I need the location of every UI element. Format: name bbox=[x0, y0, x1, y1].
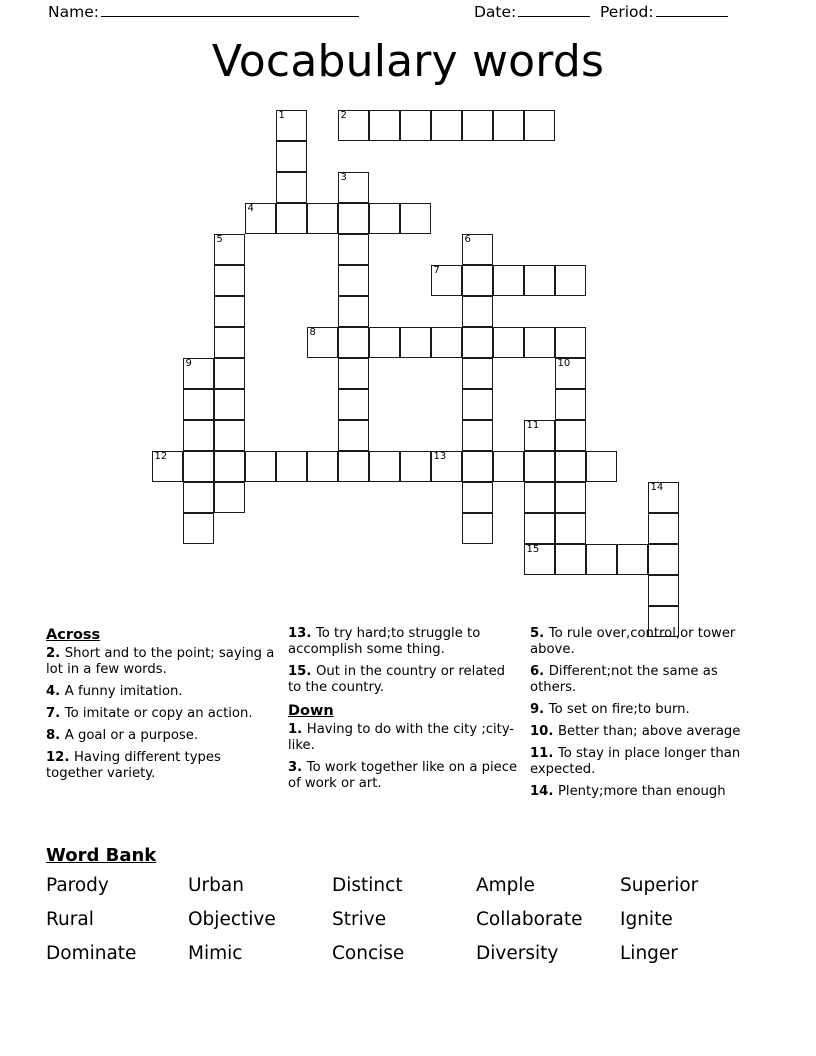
crossword-cell[interactable] bbox=[555, 327, 586, 358]
clue-text: A goal or a purpose. bbox=[64, 728, 199, 743]
crossword-cell[interactable] bbox=[648, 544, 679, 575]
word-bank bbox=[46, 845, 776, 968]
page-title: Vocabulary words bbox=[211, 36, 605, 87]
crossword-cell[interactable] bbox=[214, 482, 245, 513]
clue-text: Better than; above average bbox=[557, 724, 741, 739]
clue-column-1 bbox=[46, 626, 278, 788]
clue-number: 1. bbox=[288, 722, 307, 737]
crossword-cell[interactable] bbox=[524, 327, 555, 358]
clue-text: Out in the country or related to the country. bbox=[288, 664, 506, 695]
crossword-cell[interactable] bbox=[338, 203, 369, 234]
crossword-cell[interactable] bbox=[555, 420, 586, 451]
crossword-cell[interactable] bbox=[648, 482, 679, 513]
crossword-cell-number: 15 bbox=[526, 544, 540, 555]
crossword-cell[interactable] bbox=[431, 451, 462, 482]
worksheet-header bbox=[0, 0, 816, 26]
crossword-cell[interactable] bbox=[462, 389, 493, 420]
clue-text: To work together like on a piece of work or art. bbox=[288, 760, 518, 791]
word-bank-word: Objective bbox=[188, 909, 276, 930]
clue-number: 14. bbox=[530, 784, 558, 799]
crossword-cell[interactable] bbox=[493, 110, 524, 141]
crossword-cell[interactable] bbox=[338, 451, 369, 482]
period-label: Period: bbox=[600, 3, 654, 21]
clue-item bbox=[46, 750, 278, 782]
crossword-cell[interactable] bbox=[555, 513, 586, 544]
crossword-cell-number: 13 bbox=[433, 451, 447, 462]
crossword-cell[interactable] bbox=[276, 451, 307, 482]
crossword-cell[interactable] bbox=[431, 110, 462, 141]
crossword-cell[interactable] bbox=[183, 389, 214, 420]
clue-text: A funny imitation. bbox=[64, 684, 183, 699]
crossword-cell[interactable] bbox=[338, 327, 369, 358]
clue-text: To stay in place longer than expected. bbox=[530, 746, 741, 777]
period-field-group bbox=[600, 1, 730, 21]
crossword-cell[interactable] bbox=[276, 110, 307, 141]
word-bank-word: Linger bbox=[620, 943, 678, 964]
clue-item bbox=[530, 664, 766, 696]
crossword-cell[interactable] bbox=[400, 327, 431, 358]
clue-item bbox=[46, 646, 278, 678]
crossword-cell[interactable] bbox=[462, 110, 493, 141]
crossword-cell[interactable] bbox=[214, 451, 245, 482]
crossword-cell[interactable] bbox=[338, 172, 369, 203]
crossword-cell-number: 8 bbox=[309, 327, 316, 338]
crossword-cell-number: 3 bbox=[340, 172, 347, 183]
crossword-cell[interactable] bbox=[493, 327, 524, 358]
crossword-cell-number: 4 bbox=[247, 203, 254, 214]
crossword-cell-number: 5 bbox=[216, 234, 223, 245]
crossword-cell[interactable] bbox=[214, 358, 245, 389]
crossword-cell[interactable] bbox=[214, 327, 245, 358]
down-heading: Down bbox=[288, 703, 334, 719]
word-bank-word: Strive bbox=[332, 909, 387, 930]
crossword-cell[interactable] bbox=[431, 265, 462, 296]
crossword-cell-number: 9 bbox=[185, 358, 192, 369]
name-field-group bbox=[48, 1, 361, 21]
clue-number: 8. bbox=[46, 728, 65, 743]
clue-text: Plenty;more than enough bbox=[557, 784, 726, 799]
crossword-cell[interactable] bbox=[183, 482, 214, 513]
clue-number: 6. bbox=[530, 664, 549, 679]
crossword-cell[interactable] bbox=[338, 389, 369, 420]
crossword-cell[interactable] bbox=[307, 203, 338, 234]
word-bank-word: Dominate bbox=[46, 943, 137, 964]
crossword-cell[interactable] bbox=[400, 110, 431, 141]
crossword-cell[interactable] bbox=[524, 482, 555, 513]
crossword-cell[interactable] bbox=[307, 451, 338, 482]
word-bank-word: Distinct bbox=[332, 875, 403, 896]
crossword-cell[interactable] bbox=[462, 234, 493, 265]
period-input-line[interactable] bbox=[656, 1, 728, 17]
word-bank-word: Mimic bbox=[188, 943, 243, 964]
crossword-cell[interactable] bbox=[183, 513, 214, 544]
crossword-cell[interactable] bbox=[307, 327, 338, 358]
crossword-cell[interactable] bbox=[462, 451, 493, 482]
date-input-line[interactable] bbox=[518, 1, 590, 17]
crossword-cell[interactable] bbox=[214, 389, 245, 420]
crossword-cell[interactable] bbox=[431, 327, 462, 358]
date-label: Date: bbox=[474, 3, 517, 21]
crossword-cell[interactable] bbox=[462, 296, 493, 327]
crossword-cell[interactable] bbox=[338, 265, 369, 296]
clue-item bbox=[530, 702, 766, 718]
crossword-cell[interactable] bbox=[524, 451, 555, 482]
word-bank-word: Rural bbox=[46, 909, 94, 930]
crossword-cell[interactable] bbox=[400, 203, 431, 234]
clue-column-2 bbox=[288, 626, 520, 798]
crossword-cell[interactable] bbox=[648, 513, 679, 544]
word-bank-word: Parody bbox=[46, 875, 109, 896]
crossword-cell[interactable] bbox=[276, 141, 307, 172]
crossword-cell-number: 7 bbox=[433, 265, 440, 276]
clue-item bbox=[288, 722, 520, 754]
crossword-cell[interactable] bbox=[369, 451, 400, 482]
crossword-cell[interactable] bbox=[617, 544, 648, 575]
clue-text: Having to do with the city ;city-like. bbox=[288, 722, 515, 753]
clue-column-3 bbox=[530, 626, 766, 806]
crossword-cell[interactable] bbox=[152, 451, 183, 482]
crossword-cell[interactable] bbox=[214, 265, 245, 296]
clue-item bbox=[46, 684, 278, 700]
crossword-cell[interactable] bbox=[524, 420, 555, 451]
crossword-cell[interactable] bbox=[493, 265, 524, 296]
clue-number: 7. bbox=[46, 706, 65, 721]
clue-item bbox=[530, 724, 766, 740]
crossword-cell[interactable] bbox=[555, 389, 586, 420]
crossword-cell[interactable] bbox=[338, 296, 369, 327]
crossword-cell[interactable] bbox=[555, 482, 586, 513]
clue-text: To rule over,control,or tower above. bbox=[530, 626, 736, 657]
date-field-group bbox=[474, 1, 592, 21]
crossword-cell[interactable] bbox=[524, 110, 555, 141]
clues-section bbox=[0, 626, 816, 826]
crossword-cell[interactable] bbox=[338, 358, 369, 389]
name-label: Name: bbox=[48, 3, 99, 21]
clue-item bbox=[530, 746, 766, 778]
word-bank-word: Superior bbox=[620, 875, 699, 896]
crossword-cell[interactable] bbox=[493, 451, 524, 482]
crossword-cell[interactable] bbox=[400, 451, 431, 482]
clue-item bbox=[530, 784, 766, 800]
clue-item bbox=[46, 706, 278, 722]
word-bank-word: Collaborate bbox=[476, 909, 583, 930]
clue-text: Different;not the same as others. bbox=[530, 664, 718, 695]
crossword-cell[interactable] bbox=[214, 296, 245, 327]
crossword-cell[interactable] bbox=[524, 513, 555, 544]
crossword-cell[interactable] bbox=[555, 451, 586, 482]
clue-number: 10. bbox=[530, 724, 558, 739]
crossword-cell-number: 11 bbox=[526, 420, 540, 431]
crossword-cell[interactable] bbox=[555, 544, 586, 575]
crossword-cell-number: 12 bbox=[154, 451, 168, 462]
word-bank-word: Ample bbox=[476, 875, 535, 896]
crossword-cell-number: 10 bbox=[557, 358, 571, 369]
crossword-cell[interactable] bbox=[338, 420, 369, 451]
crossword-cell[interactable] bbox=[462, 265, 493, 296]
clue-text: Short and to the point; saying a lot in a few words. bbox=[46, 646, 275, 677]
crossword-cell[interactable] bbox=[462, 482, 493, 513]
clue-text: To try hard;to struggle to accomplish some thing. bbox=[288, 626, 481, 657]
word-bank-word: Ignite bbox=[620, 909, 673, 930]
crossword-cell[interactable] bbox=[338, 110, 369, 141]
crossword-cell[interactable] bbox=[276, 203, 307, 234]
clue-number: 13. bbox=[288, 626, 316, 641]
name-input-line[interactable] bbox=[101, 1, 359, 17]
word-bank-word: Concise bbox=[332, 943, 405, 964]
crossword-cell[interactable] bbox=[245, 451, 276, 482]
clue-text: To set on fire;to burn. bbox=[548, 702, 690, 717]
word-bank-word: Diversity bbox=[476, 943, 559, 964]
clue-number: 2. bbox=[46, 646, 65, 661]
crossword-cell[interactable] bbox=[524, 544, 555, 575]
clue-item bbox=[288, 664, 520, 696]
crossword-cell[interactable] bbox=[369, 203, 400, 234]
crossword-cell[interactable] bbox=[369, 327, 400, 358]
crossword-cell[interactable] bbox=[524, 265, 555, 296]
clue-item bbox=[46, 728, 278, 744]
crossword-cell[interactable] bbox=[338, 234, 369, 265]
clue-number: 12. bbox=[46, 750, 74, 765]
word-bank-word: Urban bbox=[188, 875, 244, 896]
across-heading: Across bbox=[46, 627, 101, 643]
word-bank-list bbox=[46, 871, 776, 968]
crossword-cell[interactable] bbox=[648, 575, 679, 606]
crossword-cell[interactable] bbox=[245, 203, 276, 234]
crossword-cell[interactable] bbox=[555, 265, 586, 296]
crossword-cell-number: 1 bbox=[278, 110, 285, 121]
crossword-cell[interactable] bbox=[214, 420, 245, 451]
crossword-cell[interactable] bbox=[462, 327, 493, 358]
clue-number: 3. bbox=[288, 760, 307, 775]
clue-text: Having different types together variety. bbox=[46, 750, 221, 781]
crossword-cell-number: 2 bbox=[340, 110, 347, 121]
crossword-cell[interactable] bbox=[462, 513, 493, 544]
crossword-cell[interactable] bbox=[586, 451, 617, 482]
clue-item bbox=[288, 760, 520, 792]
crossword-cell-number: 14 bbox=[650, 482, 664, 493]
crossword-cell[interactable] bbox=[555, 358, 586, 389]
crossword-cell[interactable] bbox=[183, 358, 214, 389]
clue-item bbox=[288, 626, 520, 658]
crossword-cell[interactable] bbox=[586, 544, 617, 575]
crossword-cell[interactable] bbox=[214, 234, 245, 265]
clue-number: 5. bbox=[530, 626, 549, 641]
clue-number: 11. bbox=[530, 746, 558, 761]
word-bank-heading: Word Bank bbox=[46, 845, 157, 866]
clue-number: 15. bbox=[288, 664, 316, 679]
crossword-cell[interactable] bbox=[183, 451, 214, 482]
crossword-cell[interactable] bbox=[276, 172, 307, 203]
crossword-cell[interactable] bbox=[183, 420, 214, 451]
crossword-cell[interactable] bbox=[462, 358, 493, 389]
clue-number: 4. bbox=[46, 684, 65, 699]
clue-item bbox=[530, 626, 766, 658]
crossword-cell[interactable] bbox=[462, 420, 493, 451]
clue-number: 9. bbox=[530, 702, 549, 717]
crossword-cell[interactable] bbox=[369, 110, 400, 141]
crossword-cell-number: 6 bbox=[464, 234, 471, 245]
clue-text: To imitate or copy an action. bbox=[64, 706, 253, 721]
